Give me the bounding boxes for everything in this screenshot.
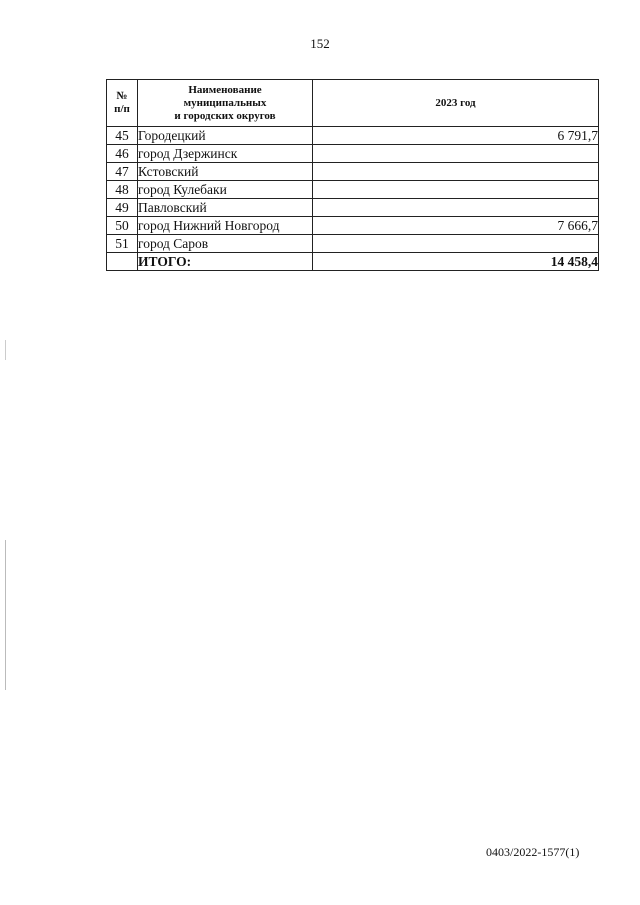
- header-year: 2023 год: [313, 80, 599, 127]
- total-row: [107, 253, 599, 271]
- row-name: город Нижний Новгород: [138, 217, 313, 235]
- header-num: № п/п: [107, 80, 138, 127]
- row-num: 51: [107, 235, 138, 253]
- table-row: [107, 199, 599, 217]
- row-num: 48: [107, 181, 138, 199]
- table-row: [107, 181, 599, 199]
- document-code: 0403/2022-1577(1): [486, 845, 580, 859]
- row-value: 6 791,7: [313, 127, 599, 145]
- row-name: город Кулебаки: [138, 181, 313, 199]
- total-num: [107, 253, 138, 271]
- table-row: [107, 163, 599, 181]
- row-name: город Дзержинск: [138, 145, 313, 163]
- row-num: 49: [107, 199, 138, 217]
- scan-margin-mark: [5, 340, 6, 360]
- row-value: [313, 181, 599, 199]
- row-value: [313, 235, 599, 253]
- row-name: Павловский: [138, 199, 313, 217]
- page-number: 152: [310, 36, 330, 51]
- table-row: [107, 127, 599, 145]
- table-header-row: [107, 80, 599, 127]
- row-name: город Саров: [138, 235, 313, 253]
- municipal-table: [106, 79, 599, 271]
- table-row: [107, 217, 599, 235]
- row-name: Городецкий: [138, 127, 313, 145]
- row-value: 7 666,7: [313, 217, 599, 235]
- row-num: 47: [107, 163, 138, 181]
- scan-margin-mark: [5, 540, 6, 690]
- total-label: ИТОГО:: [138, 253, 313, 271]
- row-num: 45: [107, 127, 138, 145]
- row-value: [313, 145, 599, 163]
- row-value: [313, 163, 599, 181]
- row-name: Кстовский: [138, 163, 313, 181]
- row-value: [313, 199, 599, 217]
- table-row: [107, 235, 599, 253]
- row-num: 50: [107, 217, 138, 235]
- header-name: Наименование муниципальных и городских округов: [138, 80, 313, 127]
- table-row: [107, 145, 599, 163]
- total-value: 14 458,4: [313, 253, 599, 271]
- row-num: 46: [107, 145, 138, 163]
